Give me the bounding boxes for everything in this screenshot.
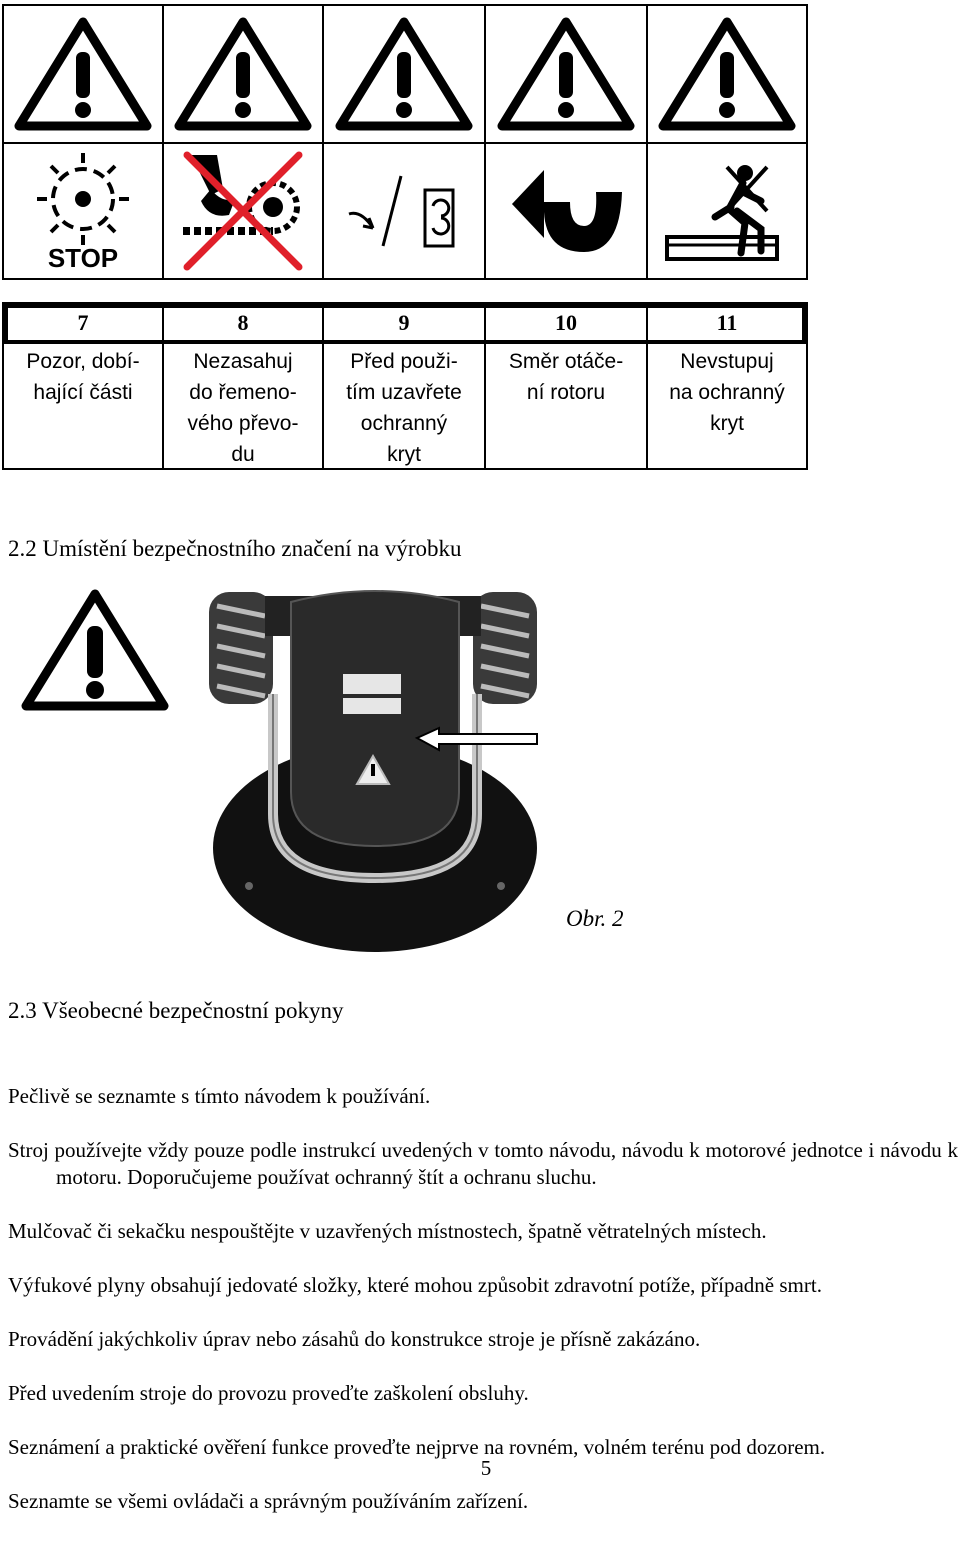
no-step-on-guard-icon bbox=[648, 144, 806, 278]
close-guard-icon bbox=[324, 144, 484, 278]
warning-triangle-icon bbox=[486, 6, 646, 142]
symbol-number: 7 bbox=[77, 310, 89, 335]
safety-symbol-grid bbox=[2, 4, 808, 280]
symbol-number: 9 bbox=[398, 310, 410, 335]
symbol-number: 11 bbox=[716, 310, 738, 335]
rotor-direction-arrow-icon bbox=[486, 144, 646, 278]
instruction-paragraph: Stroj používejte vždy pouze podle instrukcí uvedených v tomto návodu, návodu k motorové jednotce i návodu k motoru. Doporučujeme používat ochranný štít a ochranu sluchu. bbox=[8, 1138, 958, 1189]
instruction-paragraph: Před uvedením stroje do provozu proveďte zaškolení obsluhy. bbox=[8, 1381, 529, 1405]
symbol-caption: Pozor, dobí- hající části bbox=[26, 350, 140, 404]
symbol-caption: Nezasahuj do řemeno- vého převo- du bbox=[187, 350, 299, 466]
warning-triangle-icon bbox=[20, 588, 170, 719]
symbol-caption: Nevstupuj na ochranný kryt bbox=[669, 350, 785, 435]
symbol-caption-table bbox=[2, 302, 808, 470]
warning-triangle-icon bbox=[324, 6, 484, 142]
section-heading: 2.3 Všeobecné bezpečnostní pokyny bbox=[8, 998, 344, 1023]
svg-text:STOP: STOP bbox=[47, 243, 119, 273]
symbol-caption: Před použi- tím uzavřete ochranný kryt bbox=[346, 350, 462, 466]
instruction-paragraph: Mulčovač či sekačku nespouštějte v uzavřených místnostech, špatně větratelných místech. bbox=[8, 1219, 767, 1243]
warning-triangle-icon bbox=[648, 6, 806, 142]
warning-triangle-icon bbox=[4, 6, 162, 142]
page-number: 5 bbox=[480, 1456, 492, 1480]
instruction-paragraph: Seznámení a praktické ověření funkce proveďte nejprve na rovném, volném terénu pod dozorem. bbox=[8, 1435, 826, 1459]
symbol-caption: Směr otáče- ní rotoru bbox=[508, 350, 624, 404]
instruction-paragraph: Seznamte se všemi ovládači a správným používáním zařízení. bbox=[8, 1489, 529, 1513]
instruction-paragraph: Provádění jakýchkoliv úprav nebo zásahů do konstrukce stroje je přísně zakázáno. bbox=[8, 1327, 701, 1351]
product-photo-mulcher bbox=[205, 586, 545, 959]
belt-drive-prohibited-icon bbox=[164, 144, 322, 278]
instruction-paragraph: Pečlivě se seznamte s tímto návodem k používání. bbox=[8, 1084, 431, 1108]
section-heading: 2.2 Umístění bezpečnostního značení na výrobku bbox=[8, 536, 462, 561]
symbol-number: 8 bbox=[237, 310, 249, 335]
figure-label: Obr. 2 bbox=[566, 906, 624, 931]
symbol-number: 10 bbox=[555, 310, 577, 335]
rotating-parts-stop-icon bbox=[4, 144, 162, 278]
instruction-paragraph: Výfukové plyny obsahují jedovaté složky, které mohou způsobit zdravotní potíže, případně smrt. bbox=[8, 1273, 822, 1297]
warning-triangle-icon bbox=[164, 6, 322, 142]
